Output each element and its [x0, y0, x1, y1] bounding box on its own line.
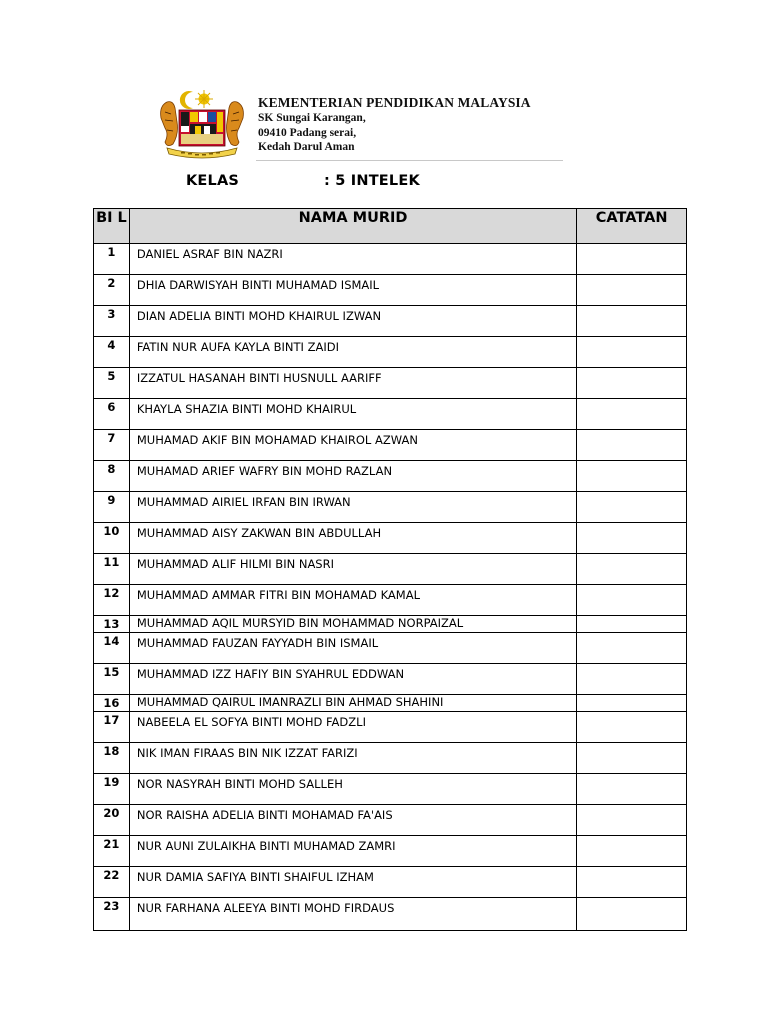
table-row — [94, 244, 687, 275]
table-row — [94, 337, 687, 368]
letterhead-divider — [256, 160, 563, 161]
student-name-cell: MUHAMMAD AIRIEL IRFAN BIN IRWAN — [129, 492, 576, 523]
bil-cell: 21 — [94, 836, 130, 867]
bil-column-header: BI L — [94, 209, 130, 244]
bil-cell: 18 — [94, 743, 130, 774]
catatan-cell[interactable] — [577, 275, 687, 306]
catatan-cell[interactable] — [577, 805, 687, 836]
bil-cell: 9 — [94, 492, 130, 523]
bil-cell: 7 — [94, 430, 130, 461]
bil-cell: 8 — [94, 461, 130, 492]
bil-cell: 11 — [94, 554, 130, 585]
table-row — [94, 695, 687, 712]
student-name-cell: MUHAMMAD FAUZAN FAYYADH BIN ISMAIL — [129, 633, 576, 664]
table-row — [94, 368, 687, 399]
bil-cell: 17 — [94, 712, 130, 743]
table-row — [94, 633, 687, 664]
student-name-cell: NUR FARHANA ALEEYA BINTI MOHD FIRDAUS — [129, 898, 576, 931]
bil-cell: 23 — [94, 898, 130, 931]
table-row — [94, 554, 687, 585]
bil-cell: 1 — [94, 244, 130, 275]
catatan-cell[interactable] — [577, 712, 687, 743]
student-name-cell: DHIA DARWISYAH BINTI MUHAMAD ISMAIL — [129, 275, 576, 306]
table-row — [94, 585, 687, 616]
school-letterhead-text — [258, 95, 531, 155]
student-name-cell: MUHAMAD ARIEF WAFRY BIN MOHD RAZLAN — [129, 461, 576, 492]
bil-cell: 14 — [94, 633, 130, 664]
student-list-table — [93, 208, 687, 931]
catatan-cell[interactable] — [577, 898, 687, 931]
catatan-cell[interactable] — [577, 867, 687, 898]
catatan-cell[interactable] — [577, 430, 687, 461]
table-row — [94, 306, 687, 337]
catatan-cell[interactable] — [577, 664, 687, 695]
letterhead — [0, 0, 768, 170]
class-value: : 5 INTELEK — [324, 173, 420, 189]
bil-cell: 5 — [94, 368, 130, 399]
student-name-cell: MUHAMMAD AISY ZAKWAN BIN ABDULLAH — [129, 523, 576, 554]
bil-cell: 12 — [94, 585, 130, 616]
catatan-cell[interactable] — [577, 554, 687, 585]
catatan-cell[interactable] — [577, 774, 687, 805]
address-line: SK Sungai Karangan, — [258, 112, 366, 124]
catatan-cell[interactable] — [577, 695, 687, 712]
student-name-cell: MUHAMMAD QAIRUL IMANRAZLI BIN AHMAD SHAHINI — [129, 695, 576, 712]
catatan-cell[interactable] — [577, 368, 687, 399]
bil-cell: 10 — [94, 523, 130, 554]
catatan-cell[interactable] — [577, 616, 687, 633]
table-row — [94, 430, 687, 461]
nama-murid-column-header: NAMA MURID — [129, 209, 576, 244]
bil-cell: 19 — [94, 774, 130, 805]
catatan-cell[interactable] — [577, 492, 687, 523]
table-row — [94, 712, 687, 743]
malaysia-coat-of-arms-icon — [157, 88, 247, 160]
bil-cell: 16 — [94, 695, 130, 712]
catatan-cell[interactable] — [577, 306, 687, 337]
bil-cell: 20 — [94, 805, 130, 836]
catatan-cell[interactable] — [577, 337, 687, 368]
table-row — [94, 774, 687, 805]
student-name-cell: MUHAMMAD IZZ HAFIY BIN SYAHRUL EDDWAN — [129, 664, 576, 695]
table-row — [94, 867, 687, 898]
student-name-cell: DANIEL ASRAF BIN NAZRI — [129, 244, 576, 275]
table-row — [94, 523, 687, 554]
student-name-cell: MUHAMMAD AMMAR FITRI BIN MOHAMAD KAMAL — [129, 585, 576, 616]
student-name-cell: FATIN NUR AUFA KAYLA BINTI ZAIDI — [129, 337, 576, 368]
student-name-cell: IZZATUL HASANAH BINTI HUSNULL AARIFF — [129, 368, 576, 399]
table-row — [94, 805, 687, 836]
bil-cell: 15 — [94, 664, 130, 695]
catatan-column-header: CATATAN — [577, 209, 687, 244]
student-name-cell: NUR AUNI ZULAIKHA BINTI MUHAMAD ZAMRI — [129, 836, 576, 867]
table-row — [94, 275, 687, 306]
catatan-cell[interactable] — [577, 585, 687, 616]
table-row — [94, 461, 687, 492]
table-header-row — [94, 209, 687, 244]
table-row — [94, 616, 687, 633]
student-name-cell: NUR DAMIA SAFIYA BINTI SHAIFUL IZHAM — [129, 867, 576, 898]
table-row — [94, 664, 687, 695]
bil-cell: 2 — [94, 275, 130, 306]
bil-cell: 22 — [94, 867, 130, 898]
class-label: KELAS — [186, 173, 240, 189]
table-row — [94, 399, 687, 430]
address-line: Kedah Darul Aman — [258, 141, 355, 153]
student-name-cell: NOR RAISHA ADELIA BINTI MOHAMAD FA'AIS — [129, 805, 576, 836]
class-heading — [186, 173, 420, 189]
catatan-cell[interactable] — [577, 836, 687, 867]
catatan-cell[interactable] — [577, 523, 687, 554]
catatan-cell[interactable] — [577, 399, 687, 430]
catatan-cell[interactable] — [577, 461, 687, 492]
student-name-cell: MUHAMAD AKIF BIN MOHAMAD KHAIROL AZWAN — [129, 430, 576, 461]
table-row — [94, 492, 687, 523]
table-row — [94, 898, 687, 931]
table-row — [94, 836, 687, 867]
catatan-cell[interactable] — [577, 244, 687, 275]
bil-cell: 6 — [94, 399, 130, 430]
bil-cell: 13 — [94, 616, 130, 633]
bil-cell: 3 — [94, 306, 130, 337]
ministry-name: KEMENTERIAN PENDIDIKAN MALAYSIA — [258, 95, 531, 110]
bil-cell: 4 — [94, 337, 130, 368]
student-name-cell: NOR NASYRAH BINTI MOHD SALLEH — [129, 774, 576, 805]
catatan-cell[interactable] — [577, 633, 687, 664]
student-name-cell: MUHAMMAD AQIL MURSYID BIN MOHAMMAD NORPAIZAL — [129, 616, 576, 633]
student-name-cell: DIAN ADELIA BINTI MOHD KHAIRUL IZWAN — [129, 306, 576, 337]
student-name-cell: NABEELA EL SOFYA BINTI MOHD FADZLI — [129, 712, 576, 743]
table-row — [94, 743, 687, 774]
student-rows — [94, 244, 687, 931]
student-name-cell: MUHAMMAD ALIF HILMI BIN NASRI — [129, 554, 576, 585]
student-name-cell: KHAYLA SHAZIA BINTI MOHD KHAIRUL — [129, 399, 576, 430]
address-line: 09410 Padang serai, — [258, 126, 357, 139]
student-name-cell: NIK IMAN FIRAAS BIN NIK IZZAT FARIZI — [129, 743, 576, 774]
catatan-cell[interactable] — [577, 743, 687, 774]
